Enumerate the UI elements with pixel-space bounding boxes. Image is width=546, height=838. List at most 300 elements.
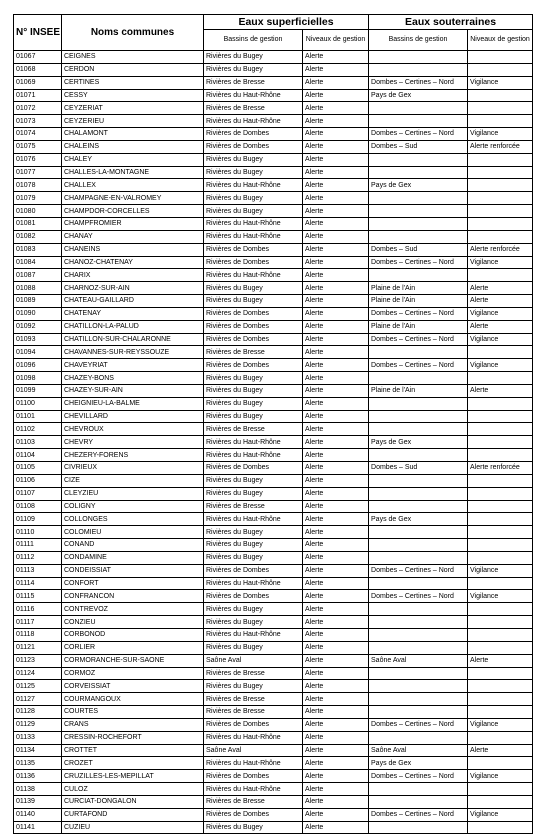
cell-insee: 01118 [14,628,62,641]
cell-bassin-souterrain: Dombes – Sud [369,462,468,475]
cell-niveau-superficiel: Alerte [303,603,369,616]
cell-niveau-superficiel: Alerte [303,564,369,577]
cell-bassin-souterrain: Dombes – Certines – Nord [369,808,468,821]
cell-bassin-superficiel: Rivières de Dombes [204,140,303,153]
cell-bassin-souterrain [369,526,468,539]
cell-insee: 01138 [14,783,62,796]
cell-niveau-souterrain [468,757,533,770]
cell-niveau-superficiel: Alerte [303,513,369,526]
cell-bassin-superficiel: Rivières du Bugey [204,51,303,64]
table-row [14,51,533,64]
table-row [14,397,533,410]
cell-bassin-souterrain [369,500,468,513]
cell-commune: CHAVANNES-SUR-REYSSOUZE [62,346,204,359]
cell-niveau-souterrain: Vigilance [468,590,533,603]
cell-insee: 01077 [14,166,62,179]
cell-niveau-superficiel: Alerte [303,205,369,218]
cell-insee: 01067 [14,51,62,64]
cell-commune: CRANS [62,718,204,731]
cell-bassin-superficiel: Saône Aval [204,654,303,667]
cell-bassin-souterrain: Dombes – Certines – Nord [369,359,468,372]
cell-niveau-superficiel: Alerte [303,320,369,333]
cell-niveau-souterrain [468,115,533,128]
cell-commune: CHAZEY-BONS [62,372,204,385]
cell-niveau-souterrain: Vigilance [468,770,533,783]
cell-commune: CERTINES [62,76,204,89]
cell-bassin-superficiel: Rivières du Bugey [204,616,303,629]
cell-bassin-souterrain [369,667,468,680]
cell-bassin-souterrain [369,706,468,719]
cell-commune: CIZE [62,474,204,487]
cell-niveau-superficiel: Alerte [303,654,369,667]
cell-commune: CULOZ [62,783,204,796]
table-row [14,474,533,487]
header-bassins-souterraines: Bassins de gestion [369,30,468,51]
cell-niveau-superficiel: Alerte [303,449,369,462]
cell-bassin-souterrain: Pays de Gex [369,179,468,192]
cell-niveau-superficiel: Alerte [303,295,369,308]
cell-niveau-superficiel: Alerte [303,590,369,603]
cell-niveau-souterrain [468,821,533,834]
cell-bassin-souterrain [369,474,468,487]
cell-bassin-souterrain [369,577,468,590]
cell-commune: CRESSIN-ROCHEFORT [62,731,204,744]
cell-niveau-superficiel: Alerte [303,243,369,256]
cell-niveau-souterrain [468,192,533,205]
cell-niveau-superficiel: Alerte [303,140,369,153]
cell-niveau-souterrain [468,616,533,629]
cell-commune: CHARIX [62,269,204,282]
table-row [14,359,533,372]
cell-niveau-souterrain: Vigilance [468,333,533,346]
cell-commune: CHANOZ-CHATENAY [62,256,204,269]
cell-niveau-superficiel: Alerte [303,808,369,821]
table-row [14,230,533,243]
cell-bassin-superficiel: Rivières du Haut-Rhône [204,115,303,128]
table-row [14,192,533,205]
cell-commune: CHAMPAGNE-EN-VALROMEY [62,192,204,205]
cell-niveau-souterrain [468,628,533,641]
cell-niveau-superficiel: Alerte [303,500,369,513]
cell-niveau-superficiel: Alerte [303,770,369,783]
cell-niveau-souterrain [468,539,533,552]
cell-insee: 01106 [14,474,62,487]
cell-bassin-superficiel: Rivières de Bresse [204,693,303,706]
cell-insee: 01088 [14,282,62,295]
header-eaux-superficielles: Eaux superficielles [204,15,369,30]
cell-niveau-superficiel: Alerte [303,230,369,243]
table-row [14,76,533,89]
cell-bassin-superficiel: Rivières du Haut-Rhône [204,436,303,449]
cell-niveau-superficiel: Alerte [303,539,369,552]
cell-insee: 01098 [14,372,62,385]
cell-insee: 01139 [14,795,62,808]
cell-niveau-superficiel: Alerte [303,423,369,436]
cell-insee: 01121 [14,641,62,654]
cell-bassin-souterrain [369,731,468,744]
cell-niveau-souterrain [468,795,533,808]
cell-commune: CHAMPDOR-CORCELLES [62,205,204,218]
table-row [14,564,533,577]
cell-niveau-souterrain [468,513,533,526]
table-row [14,320,533,333]
cell-insee: 01125 [14,680,62,693]
cell-insee: 01073 [14,115,62,128]
cell-bassin-superficiel: Rivières du Bugey [204,410,303,423]
cell-bassin-souterrain: Dombes – Certines – Nord [369,718,468,731]
cell-niveau-superficiel: Alerte [303,179,369,192]
cell-insee: 01099 [14,384,62,397]
cell-insee: 01083 [14,243,62,256]
cell-commune: CESSY [62,89,204,102]
table-row [14,706,533,719]
cell-insee: 01110 [14,526,62,539]
cell-insee: 01078 [14,179,62,192]
cell-commune: CHAMPFROMIER [62,217,204,230]
cell-niveau-souterrain: Vigilance [468,564,533,577]
cell-bassin-superficiel: Rivières du Bugey [204,641,303,654]
cell-bassin-souterrain [369,205,468,218]
cell-bassin-superficiel: Rivières de Dombes [204,718,303,731]
cell-bassin-souterrain: Dombes – Certines – Nord [369,333,468,346]
cell-niveau-souterrain [468,680,533,693]
table-row [14,243,533,256]
cell-bassin-superficiel: Rivières du Haut-Rhône [204,269,303,282]
table-row [14,551,533,564]
cell-insee: 01102 [14,423,62,436]
cell-bassin-souterrain: Dombes – Certines – Nord [369,128,468,141]
cell-niveau-superficiel: Alerte [303,436,369,449]
cell-bassin-souterrain: Pays de Gex [369,89,468,102]
cell-niveau-souterrain [468,205,533,218]
cell-insee: 01107 [14,487,62,500]
cell-commune: CHEVRY [62,436,204,449]
cell-commune: CHALEY [62,153,204,166]
cell-bassin-superficiel: Rivières de Bresse [204,706,303,719]
cell-commune: CHEVILLARD [62,410,204,423]
cell-commune: CHEZERY-FORENS [62,449,204,462]
cell-bassin-souterrain [369,539,468,552]
table-row [14,89,533,102]
cell-niveau-souterrain [468,693,533,706]
table-row [14,63,533,76]
table-row [14,153,533,166]
cell-insee: 01100 [14,397,62,410]
cell-commune: CHEVROUX [62,423,204,436]
cell-niveau-souterrain [468,436,533,449]
cell-bassin-superficiel: Rivières de Bresse [204,423,303,436]
cell-bassin-souterrain: Pays de Gex [369,757,468,770]
cell-bassin-souterrain: Dombes – Certines – Nord [369,256,468,269]
cell-insee: 01072 [14,102,62,115]
cell-bassin-superficiel: Rivières de Dombes [204,359,303,372]
cell-commune: CHALLES-LA-MONTAGNE [62,166,204,179]
cell-niveau-souterrain [468,603,533,616]
cell-commune: CHATENAY [62,307,204,320]
cell-niveau-superficiel: Alerte [303,115,369,128]
cell-niveau-souterrain: Vigilance [468,808,533,821]
cell-niveau-superficiel: Alerte [303,795,369,808]
cell-niveau-souterrain: Alerte renforcée [468,243,533,256]
header-niveaux-souterraines: Niveaux de gestion [468,30,533,51]
cell-bassin-superficiel: Rivières du Haut-Rhône [204,217,303,230]
cell-bassin-souterrain [369,51,468,64]
cell-niveau-superficiel: Alerte [303,526,369,539]
cell-insee: 01101 [14,410,62,423]
cell-niveau-superficiel: Alerte [303,731,369,744]
cell-bassin-superficiel: Rivières du Bugey [204,295,303,308]
cell-bassin-superficiel: Rivières de Bresse [204,667,303,680]
cell-bassin-superficiel: Rivières du Haut-Rhône [204,449,303,462]
cell-insee: 01089 [14,295,62,308]
cell-commune: CORMOZ [62,667,204,680]
cell-commune: CURTAFOND [62,808,204,821]
cell-niveau-souterrain [468,423,533,436]
cell-insee: 01081 [14,217,62,230]
cell-commune: CONAND [62,539,204,552]
cell-bassin-superficiel: Rivières de Bresse [204,102,303,115]
cell-niveau-souterrain [468,706,533,719]
table-row [14,410,533,423]
table-row [14,333,533,346]
cell-insee: 01135 [14,757,62,770]
cell-commune: CONDAMINE [62,551,204,564]
cell-commune: CONFORT [62,577,204,590]
cell-bassin-souterrain [369,372,468,385]
cell-niveau-superficiel: Alerte [303,372,369,385]
table-row [14,102,533,115]
cell-bassin-souterrain: Pays de Gex [369,513,468,526]
cell-niveau-souterrain [468,63,533,76]
cell-insee: 01124 [14,667,62,680]
cell-bassin-superficiel: Rivières de Dombes [204,808,303,821]
cell-niveau-souterrain: Vigilance [468,256,533,269]
cell-niveau-superficiel: Alerte [303,744,369,757]
cell-niveau-superficiel: Alerte [303,783,369,796]
table-row [14,808,533,821]
cell-bassin-superficiel: Rivières du Bugey [204,166,303,179]
table-row [14,423,533,436]
table-row [14,256,533,269]
cell-insee: 01105 [14,462,62,475]
cell-bassin-superficiel: Rivières du Bugey [204,282,303,295]
cell-niveau-superficiel: Alerte [303,128,369,141]
cell-bassin-superficiel: Rivières du Haut-Rhône [204,230,303,243]
table-row [14,526,533,539]
cell-bassin-superficiel: Rivières du Bugey [204,205,303,218]
header-communes: Noms communes [62,15,204,51]
table-row [14,384,533,397]
cell-niveau-superficiel: Alerte [303,89,369,102]
cell-insee: 01133 [14,731,62,744]
cell-bassin-superficiel: Rivières de Dombes [204,128,303,141]
cell-niveau-souterrain: Vigilance [468,307,533,320]
cell-bassin-souterrain [369,102,468,115]
cell-commune: CORMORANCHE-SUR-SAONE [62,654,204,667]
table-row [14,654,533,667]
cell-insee: 01113 [14,564,62,577]
cell-insee: 01084 [14,256,62,269]
cell-bassin-souterrain [369,783,468,796]
cell-bassin-souterrain: Plaine de l'Ain [369,384,468,397]
cell-niveau-souterrain: Alerte [468,654,533,667]
cell-insee: 01140 [14,808,62,821]
cell-niveau-superficiel: Alerte [303,667,369,680]
cell-bassin-superficiel: Rivières de Dombes [204,564,303,577]
table-row [14,680,533,693]
table-row [14,205,533,218]
cell-bassin-superficiel: Rivières du Bugey [204,372,303,385]
cell-niveau-souterrain [468,179,533,192]
cell-niveau-souterrain [468,474,533,487]
table-row [14,783,533,796]
cell-bassin-souterrain: Plaine de l'Ain [369,320,468,333]
table-row [14,795,533,808]
cell-bassin-superficiel: Rivières du Bugey [204,153,303,166]
cell-bassin-superficiel: Rivières du Bugey [204,603,303,616]
cell-bassin-superficiel: Rivières du Bugey [204,63,303,76]
cell-insee: 01075 [14,140,62,153]
cell-niveau-superficiel: Alerte [303,269,369,282]
cell-niveau-souterrain [468,89,533,102]
cell-bassin-superficiel: Rivières de Bresse [204,76,303,89]
cell-bassin-souterrain [369,449,468,462]
cell-commune: CUZIEU [62,821,204,834]
cell-niveau-superficiel: Alerte [303,346,369,359]
cell-bassin-souterrain [369,693,468,706]
cell-niveau-superficiel: Alerte [303,474,369,487]
cell-commune: CEYZERIAT [62,102,204,115]
cell-bassin-superficiel: Rivières du Haut-Rhône [204,757,303,770]
cell-niveau-souterrain: Alerte renforcée [468,462,533,475]
table-row [14,449,533,462]
cell-niveau-souterrain [468,230,533,243]
cell-niveau-souterrain [468,269,533,282]
cell-insee: 01108 [14,500,62,513]
cell-bassin-superficiel: Rivières de Bresse [204,795,303,808]
cell-bassin-superficiel: Rivières du Haut-Rhône [204,513,303,526]
cell-bassin-superficiel: Rivières du Haut-Rhône [204,89,303,102]
cell-bassin-superficiel: Rivières du Bugey [204,526,303,539]
cell-niveau-souterrain [468,217,533,230]
cell-commune: CHEIGNIEU-LA-BALME [62,397,204,410]
cell-niveau-superficiel: Alerte [303,577,369,590]
table-row [14,667,533,680]
cell-commune: CHAZEY-SUR-AIN [62,384,204,397]
table-row [14,757,533,770]
cell-bassin-souterrain [369,628,468,641]
table-row [14,346,533,359]
cell-niveau-souterrain: Vigilance [468,128,533,141]
cell-commune: COLIGNY [62,500,204,513]
cell-bassin-souterrain: Plaine de l'Ain [369,295,468,308]
cell-insee: 01112 [14,551,62,564]
cell-insee: 01092 [14,320,62,333]
cell-insee: 01117 [14,616,62,629]
cell-bassin-souterrain: Dombes – Sud [369,243,468,256]
cell-niveau-souterrain: Vigilance [468,76,533,89]
cell-commune: CHANEINS [62,243,204,256]
cell-bassin-superficiel: Rivières du Haut-Rhône [204,179,303,192]
cell-commune: CIVRIEUX [62,462,204,475]
cell-bassin-souterrain [369,346,468,359]
table-row [14,217,533,230]
cell-bassin-souterrain [369,230,468,243]
cell-insee: 01111 [14,539,62,552]
cell-bassin-souterrain: Dombes – Certines – Nord [369,590,468,603]
cell-niveau-souterrain: Alerte [468,744,533,757]
table-row [14,115,533,128]
cell-bassin-superficiel: Rivières du Bugey [204,397,303,410]
cell-niveau-superficiel: Alerte [303,397,369,410]
cell-niveau-souterrain [468,500,533,513]
cell-bassin-souterrain: Dombes – Sud [369,140,468,153]
cell-bassin-superficiel: Rivières de Dombes [204,243,303,256]
cell-insee: 01076 [14,153,62,166]
table-row [14,693,533,706]
cell-commune: CONTREVOZ [62,603,204,616]
cell-insee: 01127 [14,693,62,706]
cell-commune: CROZET [62,757,204,770]
cell-bassin-superficiel: Rivières de Dombes [204,590,303,603]
cell-insee: 01103 [14,436,62,449]
cell-bassin-superficiel: Rivières du Bugey [204,192,303,205]
table-row [14,462,533,475]
cell-niveau-superficiel: Alerte [303,384,369,397]
cell-bassin-superficiel: Rivières du Bugey [204,487,303,500]
cell-commune: CHAVEYRIAT [62,359,204,372]
cell-bassin-souterrain [369,217,468,230]
cell-niveau-souterrain [468,410,533,423]
cell-bassin-superficiel: Rivières du Haut-Rhône [204,731,303,744]
cell-niveau-superficiel: Alerte [303,718,369,731]
cell-bassin-souterrain [369,153,468,166]
cell-bassin-superficiel: Rivières de Dombes [204,307,303,320]
table-row [14,179,533,192]
table-row [14,770,533,783]
cell-commune: COURMANGOUX [62,693,204,706]
cell-niveau-superficiel: Alerte [303,192,369,205]
cell-niveau-souterrain [468,731,533,744]
cell-commune: CERDON [62,63,204,76]
cell-bassin-souterrain [369,269,468,282]
table-row [14,628,533,641]
cell-commune: CROTTET [62,744,204,757]
cell-bassin-superficiel: Rivières du Haut-Rhône [204,783,303,796]
cell-commune: CONZIEU [62,616,204,629]
cell-bassin-superficiel: Rivières du Bugey [204,539,303,552]
cell-niveau-souterrain: Alerte renforcée [468,140,533,153]
table-row [14,603,533,616]
cell-niveau-souterrain [468,51,533,64]
cell-niveau-souterrain [468,783,533,796]
cell-bassin-superficiel: Rivières de Dombes [204,462,303,475]
cell-niveau-souterrain: Alerte [468,295,533,308]
cell-bassin-souterrain [369,795,468,808]
cell-bassin-souterrain: Dombes – Certines – Nord [369,307,468,320]
cell-bassin-superficiel: Rivières de Dombes [204,256,303,269]
cell-bassin-superficiel: Rivières du Bugey [204,474,303,487]
cell-niveau-superficiel: Alerte [303,680,369,693]
cell-niveau-superficiel: Alerte [303,410,369,423]
cell-niveau-souterrain [468,102,533,115]
cell-insee: 01134 [14,744,62,757]
header-niveaux-superficielles: Niveaux de gestion [303,30,369,51]
cell-niveau-superficiel: Alerte [303,166,369,179]
cell-niveau-superficiel: Alerte [303,153,369,166]
header-eaux-souterraines: Eaux souterraines [369,15,533,30]
cell-bassin-souterrain: Plaine de l'Ain [369,282,468,295]
